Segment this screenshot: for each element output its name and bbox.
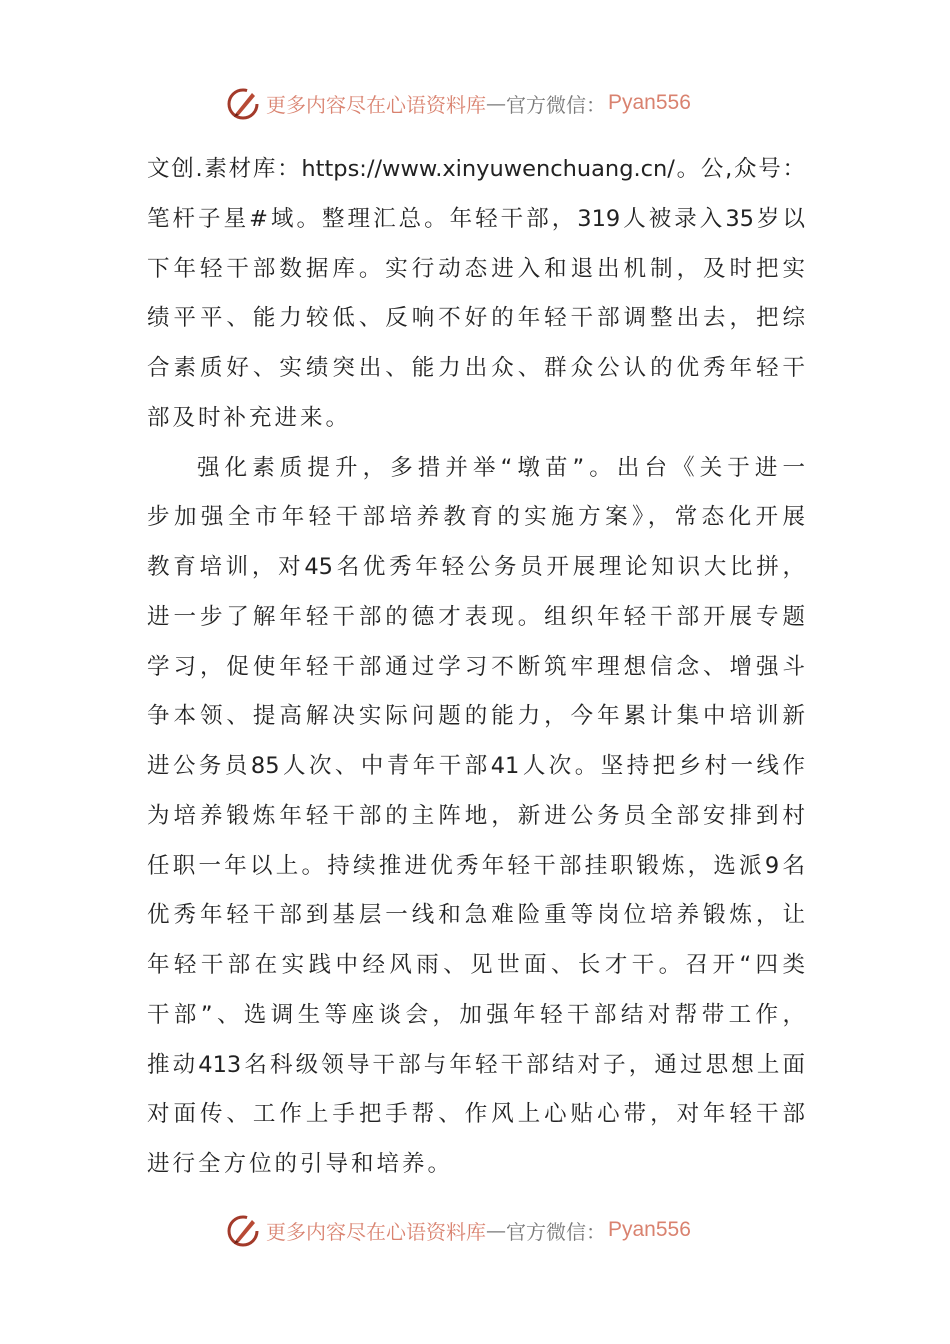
text-line: 优秀年轻干部到基层一线和急难险重等岗位培养锻炼，让 xyxy=(147,902,805,929)
footer-banner xyxy=(226,1210,726,1250)
text-line: 进公务员85人次、中青年干部41人次。坚持把乡村一线作 xyxy=(147,753,805,779)
text-line: 笔杆子星#域。整理汇总。年轻干部，319人被录入35岁以 xyxy=(147,205,805,232)
text-line: 为培养锻炼年轻干部的主阵地，新进公务员全部安排到村 xyxy=(147,802,805,829)
text-line: 争本领、提高解决实际问题的能力，今年累计集中培训新 xyxy=(147,703,805,730)
header-banner xyxy=(226,83,726,123)
banner-account: Pyan556 xyxy=(608,1218,691,1241)
banner-account: Pyan556 xyxy=(608,91,691,114)
banner-main-text: 更多内容尽在心语资料库 xyxy=(266,92,486,117)
text-line: 部及时补充进来。 xyxy=(147,404,352,431)
banner-dash: — xyxy=(486,91,506,115)
text-line: 合素质好、实绩突出、能力出众、群众公认的优秀年轻干 xyxy=(147,355,805,381)
text-line: 任职一年以上。持续推进优秀年轻干部挂职锻炼，选派9名 xyxy=(147,852,805,879)
text-line: 干部”、选调生等座谈会，加强年轻干部结对帮带工作， xyxy=(147,1001,805,1028)
text-line: 进一步了解年轻干部的德才表现。组织年轻干部开展专题 xyxy=(147,603,805,630)
pen-logo-icon xyxy=(226,85,262,121)
banner-main-text: 更多内容尽在心语资料库 xyxy=(266,1219,486,1244)
text-line: 步加强全市年轻干部培养教育的实施方案》，常态化开展 xyxy=(147,504,805,531)
pen-logo-icon xyxy=(226,1212,262,1248)
text-line: 下年轻干部数据库。实行动态进入和退出机制，及时把实 xyxy=(147,255,805,282)
document-body xyxy=(147,145,805,1190)
text-line: 绩平平、能力较低、反响不好的年轻干部调整出去，把综 xyxy=(147,305,805,332)
text-line: 学习，促使年轻干部通过学习不断筑牢理想信念、增强斗 xyxy=(147,653,805,680)
text-line: 文创.素材库：https://www.xinyuwenchuang.cn/。公,众号： xyxy=(147,156,805,182)
text-line: 进行全方位的引导和培养。 xyxy=(147,1151,454,1177)
banner-dash: — xyxy=(486,1218,506,1242)
banner-label: 官方微信： xyxy=(506,92,606,117)
text-line: 对面传、工作上手把手帮、作风上心贴心带，对年轻干部 xyxy=(147,1101,805,1128)
text-line: 教育培训，对45名优秀年轻公务员开展理论知识大比拼， xyxy=(147,554,805,580)
text-line: 强化素质提升，多措并举“墩苗”。出台《关于进一 xyxy=(197,454,805,481)
text-line: 年轻干部在实践中经风雨、见世面、长才干。召开“四类 xyxy=(147,952,805,978)
banner-label: 官方微信： xyxy=(506,1219,606,1244)
text-line: 推动413名科级领导干部与年轻干部结对子，通过思想上面 xyxy=(147,1051,805,1078)
